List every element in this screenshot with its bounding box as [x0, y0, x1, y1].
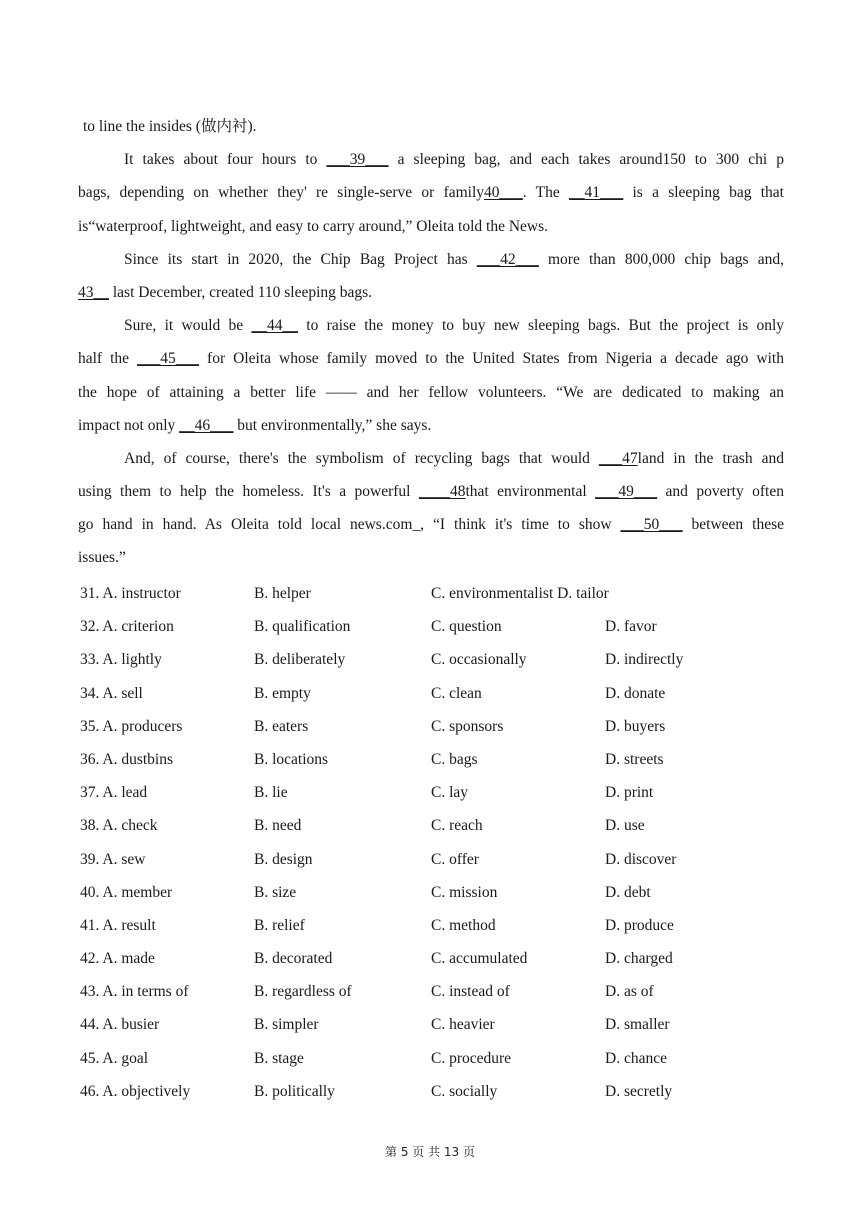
- option-a: 41. A. result: [80, 916, 156, 934]
- option-b: B. helper: [254, 585, 311, 602]
- option-d: D. produce: [605, 916, 674, 934]
- paragraph-line: And, of course, there's the symbolism of recycling bags that would ___47land in the trash and: [124, 449, 784, 467]
- paragraph-line: using them to help the homeless. It's a powerful ____48that environmental ___49___ and poverty often: [78, 483, 784, 501]
- option-c: C. clean: [431, 684, 482, 702]
- option-b: B. stage: [254, 1049, 304, 1067]
- question-row: [78, 746, 798, 779]
- blank-47: ___47: [598, 449, 638, 467]
- option-a: 35. A. producers: [80, 717, 183, 735]
- option-b: B. eaters: [254, 717, 309, 735]
- question-row: [78, 846, 798, 879]
- question-row: [78, 812, 798, 845]
- blank-44: __44__: [251, 317, 298, 335]
- option-a: 37. A. lead: [80, 784, 148, 802]
- passage: [78, 113, 784, 578]
- option-c: C. instead of: [431, 983, 510, 1001]
- option-c: C. bags: [431, 750, 478, 768]
- blank-43: 43__: [78, 283, 109, 301]
- paragraph-line: Since its start in 2020, the Chip Bag Project has ___42___ more than 800,000 chip bags and,: [124, 250, 784, 268]
- option-a: 38. A. check: [80, 817, 158, 835]
- option-c: C. question: [431, 618, 502, 636]
- option-d: D. streets: [605, 750, 664, 768]
- option-c: C. offer: [431, 850, 479, 868]
- option-a: 34. A. sell: [80, 684, 143, 702]
- option-d: D. debt: [605, 883, 651, 901]
- option-a: 40. A. member: [80, 883, 173, 901]
- question-row: [78, 646, 798, 679]
- option-c: C. procedure: [431, 1049, 512, 1067]
- option-b: B. design: [254, 850, 313, 868]
- paragraph-line: Sure, it would be __44__ to raise the money to buy new sleeping bags. But the project is only: [124, 317, 784, 335]
- option-a: 46. A. objectively: [80, 1082, 191, 1100]
- paragraph-line: issues.”: [78, 549, 126, 567]
- paragraph-line: impact not only __46___ but environmentally,” she says.: [78, 416, 432, 434]
- question-row: [78, 945, 798, 978]
- paragraph-line: half the ___45___ for Oleita whose family moved to the United States from Nigeria a decade ago with: [78, 350, 784, 368]
- question-row: [78, 613, 798, 646]
- option-c: C. environmentalist D. tailor: [431, 585, 609, 602]
- question-row: [78, 779, 798, 812]
- option-c: C. socially: [431, 1082, 498, 1100]
- option-c: C. occasionally: [431, 651, 527, 669]
- question-row: [78, 1045, 798, 1078]
- option-a: 36. A. dustbins: [80, 750, 174, 768]
- question-row: [78, 879, 798, 912]
- question-row: [78, 680, 798, 713]
- option-c: C. mission: [431, 883, 498, 901]
- option-b: B. locations: [254, 750, 329, 768]
- question-row: [78, 1078, 798, 1111]
- option-d: D. secretly: [605, 1082, 673, 1100]
- option-a: 31. A. instructor: [80, 585, 181, 602]
- option-d: D. print: [605, 784, 654, 802]
- question-row: [78, 978, 798, 1011]
- option-b: B. regardless of: [254, 983, 352, 1001]
- blank-50: ___50___: [620, 516, 683, 534]
- blank-45: ___45___: [137, 350, 200, 368]
- option-b: B. size: [254, 883, 297, 901]
- paragraph-line: It takes about four hours to ___39___ a sleeping bag, and each takes around150 to 300 chi p: [124, 151, 784, 169]
- option-d: D. smaller: [605, 1016, 670, 1034]
- option-a: 45. A. goal: [80, 1049, 149, 1067]
- option-c: C. reach: [431, 817, 483, 835]
- option-d: D. use: [605, 817, 645, 835]
- passage-line: to line the insides (做内衬).: [83, 118, 257, 135]
- option-c: C. lay: [431, 784, 469, 802]
- option-b: B. empty: [254, 684, 311, 702]
- option-d: D. charged: [605, 950, 673, 968]
- blank-49: ___49___: [595, 483, 658, 501]
- option-b: B. lie: [254, 784, 288, 802]
- option-d: D. buyers: [605, 717, 666, 735]
- option-d: D. discover: [605, 850, 677, 868]
- blank-48: ____48: [418, 483, 466, 501]
- option-d: D. chance: [605, 1049, 667, 1067]
- option-c: C. sponsors: [431, 717, 504, 735]
- option-a: 44. A. busier: [80, 1016, 160, 1034]
- blank-40: 40___: [484, 184, 523, 202]
- option-d: D. favor: [605, 618, 657, 636]
- blank-42: ___42___: [476, 250, 539, 268]
- paragraph-line: the hope of attaining a better life —— and her fellow volunteers. “We are dedicated to making an: [78, 383, 784, 401]
- blank-46: __46___: [179, 416, 234, 434]
- option-a: 32. A. criterion: [80, 618, 174, 636]
- option-b: B. deliberately: [254, 651, 346, 669]
- option-a: 42. A. made: [80, 950, 155, 968]
- blank-41: __41___: [569, 184, 624, 202]
- option-a: 43. A. in terms of: [80, 983, 189, 1001]
- option-d: D. as of: [605, 983, 654, 1001]
- option-b: B. need: [254, 817, 302, 835]
- option-a: 39. A. sew: [80, 850, 146, 868]
- option-b: B. politically: [254, 1082, 335, 1100]
- option-b: B. relief: [254, 916, 305, 934]
- paragraph-line: bags, depending on whether they' re single-serve or family40___. The __41___ is a sleeping bag that: [78, 184, 784, 202]
- option-b: B. decorated: [254, 950, 333, 968]
- paragraph-line: 43__ last December, created 110 sleeping bags.: [78, 283, 373, 301]
- paragraph-line: is“waterproof, lightweight, and easy to carry around,” Oleita told the News.: [78, 217, 549, 235]
- question-row: [78, 912, 798, 945]
- question-row: [78, 1011, 798, 1044]
- option-c: C. method: [431, 916, 496, 934]
- page-number-footer: 第 5 页 共 13 页: [385, 1145, 475, 1159]
- option-c: C. heavier: [431, 1016, 495, 1034]
- option-c: C. accumulated: [431, 950, 528, 968]
- option-a: 33. A. lightly: [80, 651, 162, 669]
- blank-39: ___39___: [326, 151, 389, 169]
- option-d: D. indirectly: [605, 651, 684, 669]
- option-d: D. donate: [605, 684, 666, 702]
- answer-options: [78, 580, 798, 1111]
- option-b: B. qualification: [254, 618, 351, 636]
- option-b: B. simpler: [254, 1016, 319, 1034]
- paragraph-line: go hand in hand. As Oleita told local news.com_, “I think it's time to show ___50___ between these: [78, 516, 784, 534]
- question-row: [78, 713, 798, 746]
- question-row: [78, 580, 798, 613]
